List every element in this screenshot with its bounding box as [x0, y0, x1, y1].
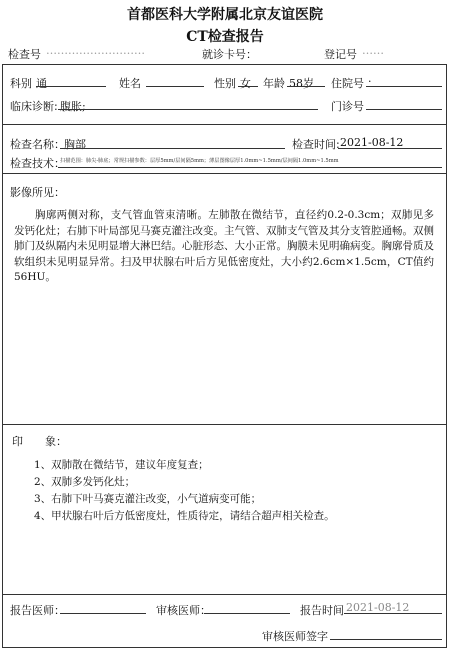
divider — [2, 124, 447, 125]
register-no-value: …… — [362, 44, 384, 57]
findings-label: 影像所见： — [10, 186, 65, 199]
report-time-label: 报告时间 — [300, 604, 344, 617]
impression-item: 1、双肺散在微结节，建议年度复查； — [34, 459, 209, 471]
ward-underline — [366, 73, 442, 87]
exam-time-label: 检查时间: — [292, 138, 340, 151]
exam-name-value: 胸部 — [64, 138, 86, 151]
hospital-name: 首都医科大学附属北京友谊医院 — [127, 7, 323, 23]
divider — [2, 173, 447, 174]
sex-label: 性别 — [214, 77, 236, 90]
reporter-label: 报告医师： — [10, 604, 65, 617]
report-time-value: 2021-08-12 — [346, 601, 410, 614]
divider — [2, 424, 447, 425]
findings-text: 胸廓两侧对称，支气管血管束清晰。左肺散在微结节，直径约0.2-0.3cm；双肺见多发钙化灶；右肺下叶局部见马赛克灌注改变。主气管、双肺支气管及其分支管腔通畅。双侧肺门及纵隔内未见明显增大淋巴结。心脏形态、大小正常。胸膜未见明确病变。胸廓骨质及软组织未见明显异常。扫及甲状腺右叶后方见低密度灶，大小约2.6cm×1.5cm，CT值约56HU。 — [14, 209, 434, 284]
exam-tech-label: 检查技术： — [10, 157, 65, 170]
diagnosis-value: 腹胀; — [60, 100, 86, 113]
clinic-no-label: 门诊号 — [331, 100, 364, 113]
exam-time-underline — [338, 135, 442, 149]
name-underline — [146, 73, 204, 87]
department-underline — [36, 73, 106, 87]
impression-item: 2、双肺多发钙化灶； — [34, 476, 136, 488]
exam-tech-value: 扫描范围：肺尖-肺底；常规扫描参数：层厚5mm/层间隔5mm；薄层图像层厚1.0mm~1.5mm/层间隔1.0mm~1.5mm — [60, 158, 339, 164]
sex-value: 女 — [240, 77, 251, 90]
impression-label: 印 象： — [12, 435, 67, 448]
age-value: 58岁 — [289, 77, 314, 90]
reviewer-label: 审核医师： — [156, 604, 211, 617]
exam-no-value: ……………………… — [46, 44, 145, 57]
name-label: 姓名 — [119, 77, 141, 90]
report-time-underline — [344, 601, 442, 614]
age-underline — [287, 73, 325, 87]
ward-value: · — [368, 75, 372, 88]
exam-time-value: 2021-08-12 — [340, 136, 404, 149]
diagnosis-label: 临床诊断: — [10, 100, 58, 113]
exam-name-underline — [60, 135, 285, 149]
visit-card-label: 就诊卡号： — [202, 48, 257, 61]
age-label: 年龄 — [263, 77, 285, 90]
exam-no-label: 检查号 — [8, 48, 41, 61]
ward-label: 住院号 — [331, 77, 364, 90]
exam-name-label: 检查名称： — [10, 138, 65, 151]
signature-label: 审核医师签字 — [262, 630, 328, 643]
department-value: 通 — [36, 77, 47, 90]
reporter-underline — [60, 601, 146, 614]
report-title: CT检查报告 — [186, 29, 264, 45]
impression-item: 3、右肺下叶马赛克灌注改变，小气道病变可能； — [34, 493, 262, 505]
department-label: 科别 — [10, 77, 32, 90]
impression-item: 4、甲状腺右叶后方低密度灶，性质待定，请结合超声相关检查。 — [34, 510, 335, 522]
clinic-no-underline — [366, 96, 442, 110]
divider — [2, 594, 447, 595]
sex-underline — [238, 73, 258, 87]
signature-underline — [330, 627, 442, 640]
reviewer-underline — [204, 601, 290, 614]
register-no-label: 登记号 — [324, 48, 357, 61]
diagnosis-underline — [58, 96, 318, 110]
exam-tech-underline — [58, 155, 442, 168]
